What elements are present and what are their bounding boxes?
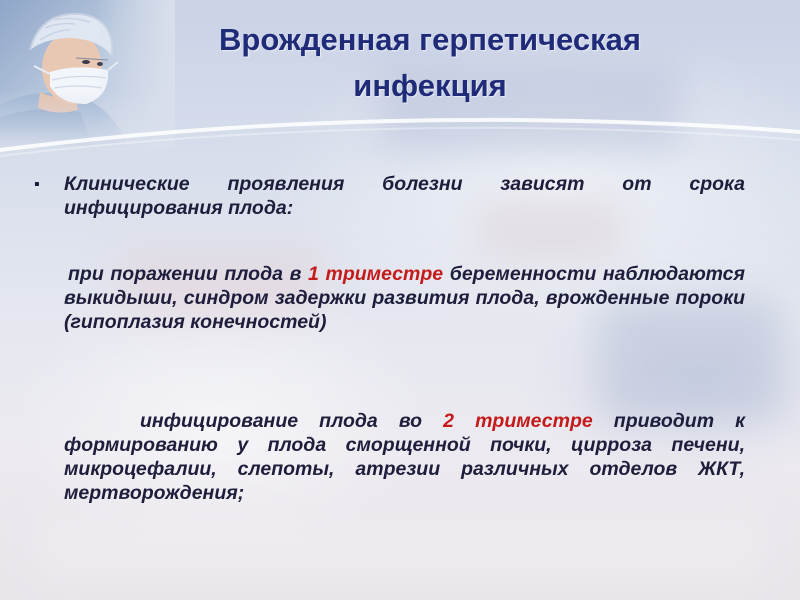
background-blur-shape — [40, 520, 760, 580]
paragraph-first-trimester — [64, 262, 745, 334]
slide-title-line-1: Врожденная герпетическая — [219, 22, 641, 57]
square-bullet-icon: ▪ — [34, 176, 40, 193]
highlight-second-trimester: 2 триместре — [443, 410, 593, 432]
slide-title-line-2: инфекция — [353, 68, 507, 103]
paragraph-clinical-manifestations: Клинические проявления болезни зависят от срока инфицирования плода: — [64, 173, 745, 219]
text-segment: беременности наблюдаются выкидыши, синдром задержки развития плода, врожденные пороки (гипоплазия конечностей) — [64, 263, 745, 333]
highlight-first-trimester: 1 триместре — [308, 263, 444, 285]
paragraph-second-trimester — [64, 409, 745, 505]
text-segment: инфицирование плода во — [140, 410, 444, 432]
text-segment: при поражении плода в — [68, 263, 309, 285]
text-segment: приводит к формированию у плода сморщенной почки, цирроза печени, микроцефалии, слепоты, атрезии различных отделов ЖКТ, мертворождения; — [64, 410, 746, 504]
